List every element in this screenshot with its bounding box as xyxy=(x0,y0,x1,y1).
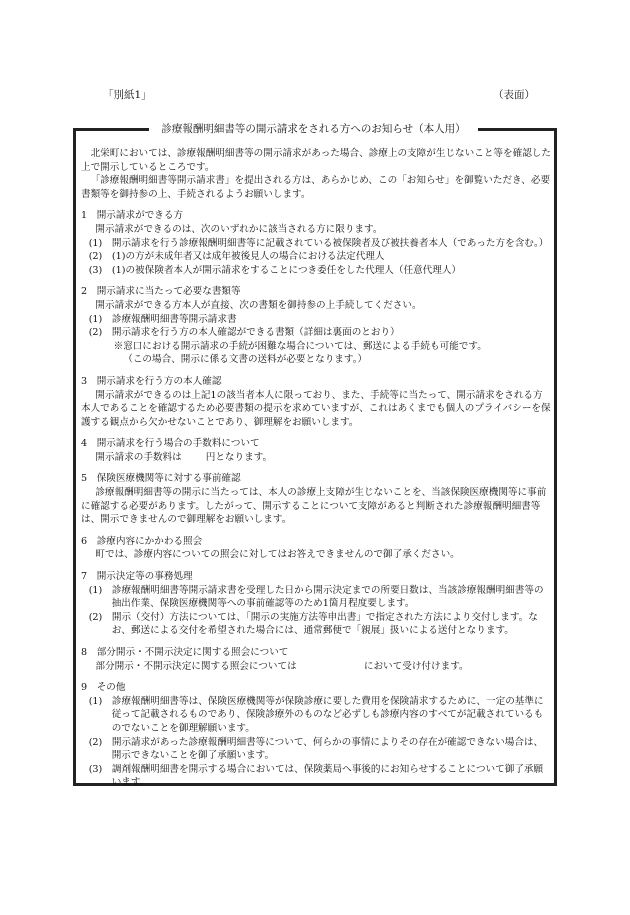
section-1-lead: 開示請求ができるのは、次のいずれかに該当される方に限ります。 xyxy=(95,223,383,235)
section-1-heading: 1 開示請求ができる方 xyxy=(81,210,184,222)
section-7 xyxy=(81,570,551,638)
section-6-body: 町では、診療内容についての照会に対してはお答えできませんので御了承ください。 xyxy=(95,549,460,561)
section-1-item-2: (2) (1)の方が未成年者又は成年被後見人の場合における法定代理人 xyxy=(88,251,385,263)
section-8 xyxy=(81,646,551,673)
section-2-heading: 2 開示請求に当たって必要な書類等 xyxy=(81,286,241,298)
section-4-body: 開示請求の手数料は 円となります。 xyxy=(95,451,273,463)
section-9-item-2: (2) 開示請求があった診療報酬明細書等について、何らかの事情によりその存在が確認できない場合は、開示できないことを御了承願います。 xyxy=(88,736,544,762)
section-2-note-2: （この場合、開示に係る文書の送料が必要となります。） xyxy=(123,354,368,366)
side-label: （表面） xyxy=(493,89,535,101)
box-top-border-right xyxy=(478,128,557,131)
intro-paragraph-1: 北栄町においては、診療報酬明細書等の開示請求があった場合、診療上の支障が生じないこと等を確認した上で開示しているところです。 xyxy=(81,148,551,173)
section-2-item-2: (2) 開示請求を行う方の本人確認ができる書類（詳細は裏面のとおり） xyxy=(88,327,400,339)
section-7-item-2: (2) 開示（交付）方法については、「開示の実施方法等申出書」で指定された方法により交付します。なお、郵送による交付を希望された場合には、通常郵便で「親展」扱いによる送付となります。 xyxy=(88,611,538,637)
section-9-heading: 9 その他 xyxy=(81,682,126,694)
section-2-item-1: (1) 診療報酬明細書等開示請求書 xyxy=(88,313,237,325)
section-1-item-3: (3) (1)の被保険者本人が開示請求をすることにつき委任をした代理人（任意代理人） xyxy=(88,264,462,276)
section-8-heading: 8 部分開示・不開示決定に関する照会について xyxy=(81,647,289,658)
section-6 xyxy=(81,535,551,562)
box-top-border-left xyxy=(73,128,149,131)
section-7-heading: 7 開示決定等の事務処理 xyxy=(81,571,193,583)
section-9 xyxy=(81,681,551,790)
section-1 xyxy=(81,209,551,277)
section-6-heading: 6 診療内容にかかわる照会 xyxy=(81,535,203,547)
section-9-item-3: (3) 調剤報酬明細書を開示する場合においては、保険薬局へ事後的にお知らせすることについて御了承願います。 xyxy=(88,763,544,789)
section-9-item-1: (1) 診療報酬明細書等は、保険医療機関等が保険診療に要した費用を保険請求するために、一定の基準に従って記載されるものであり、保険診療外のものなど必ずしも診療内容のすべてが記載されているものでないことを御理解願います。 xyxy=(88,695,544,734)
section-5-body: 診療報酬明細書等の開示に当たっては、本人の診療上支障が生じないことを、当該保険医療機関等に事前に確認する必要があります。したがって、開示することについて支障があると判断された診療報酬明細書等は、開示できませんので御理解をお願いします。 xyxy=(81,487,547,526)
section-2-lead: 開示請求ができる方本人が直接、次の書類を御持参の上手続してください。 xyxy=(95,299,422,311)
section-4 xyxy=(81,437,551,464)
section-5-heading: 5 保険医療機関等に対する事前確認 xyxy=(81,473,241,485)
section-2-note-1: ※窓口における開示請求の手続が困難な場合については、郵送による手続も可能です。 xyxy=(113,340,487,352)
section-8-body: 部分開示・不開示決定に関する照会については において受け付けます。 xyxy=(95,660,469,672)
section-2 xyxy=(81,285,551,367)
attachment-label: 「別紙1」 xyxy=(103,89,152,101)
section-3-body: 開示請求ができるのは上記1の該当者本人に限っており、また、手続等に当たって、開示請求をされる方本人であることを確認するため必要書類の提示を求めていますが、これはあくまでも個人のプライバシーを保護する観点から欠かせないことであり、御理解をお願いします。 xyxy=(81,389,551,428)
document-title: 診療報酬明細書等の開示請求をされる方へのお知らせ（本人用） xyxy=(150,121,477,137)
section-4-heading: 4 開示請求を行う場合の手数料について xyxy=(81,438,260,450)
section-1-item-1: (1) 開示請求を行う診療報酬明細書等に記載されている被保険者及び被扶養者本人（であった方を含む。） xyxy=(88,237,549,249)
section-3-heading: 3 開示請求を行う方の本人確認 xyxy=(81,375,222,387)
intro-paragraph-2: 「診療報酬明細書等開示請求書」を提出される方は、あらかじめ、この「お知らせ」を御覧いただき、必要書類等を御持参の上、手続されるようお願いします。 xyxy=(81,175,551,200)
section-3 xyxy=(81,375,551,429)
notice-content xyxy=(81,147,551,790)
section-5 xyxy=(81,472,551,526)
section-7-item-1: (1) 診療報酬明細書等開示請求書を受理した日から開示決定までの所要日数は、当該診療報酬明細書等の抽出作業、保険医療機関等への事前確認等のため1箇月程度要します。 xyxy=(88,584,544,610)
